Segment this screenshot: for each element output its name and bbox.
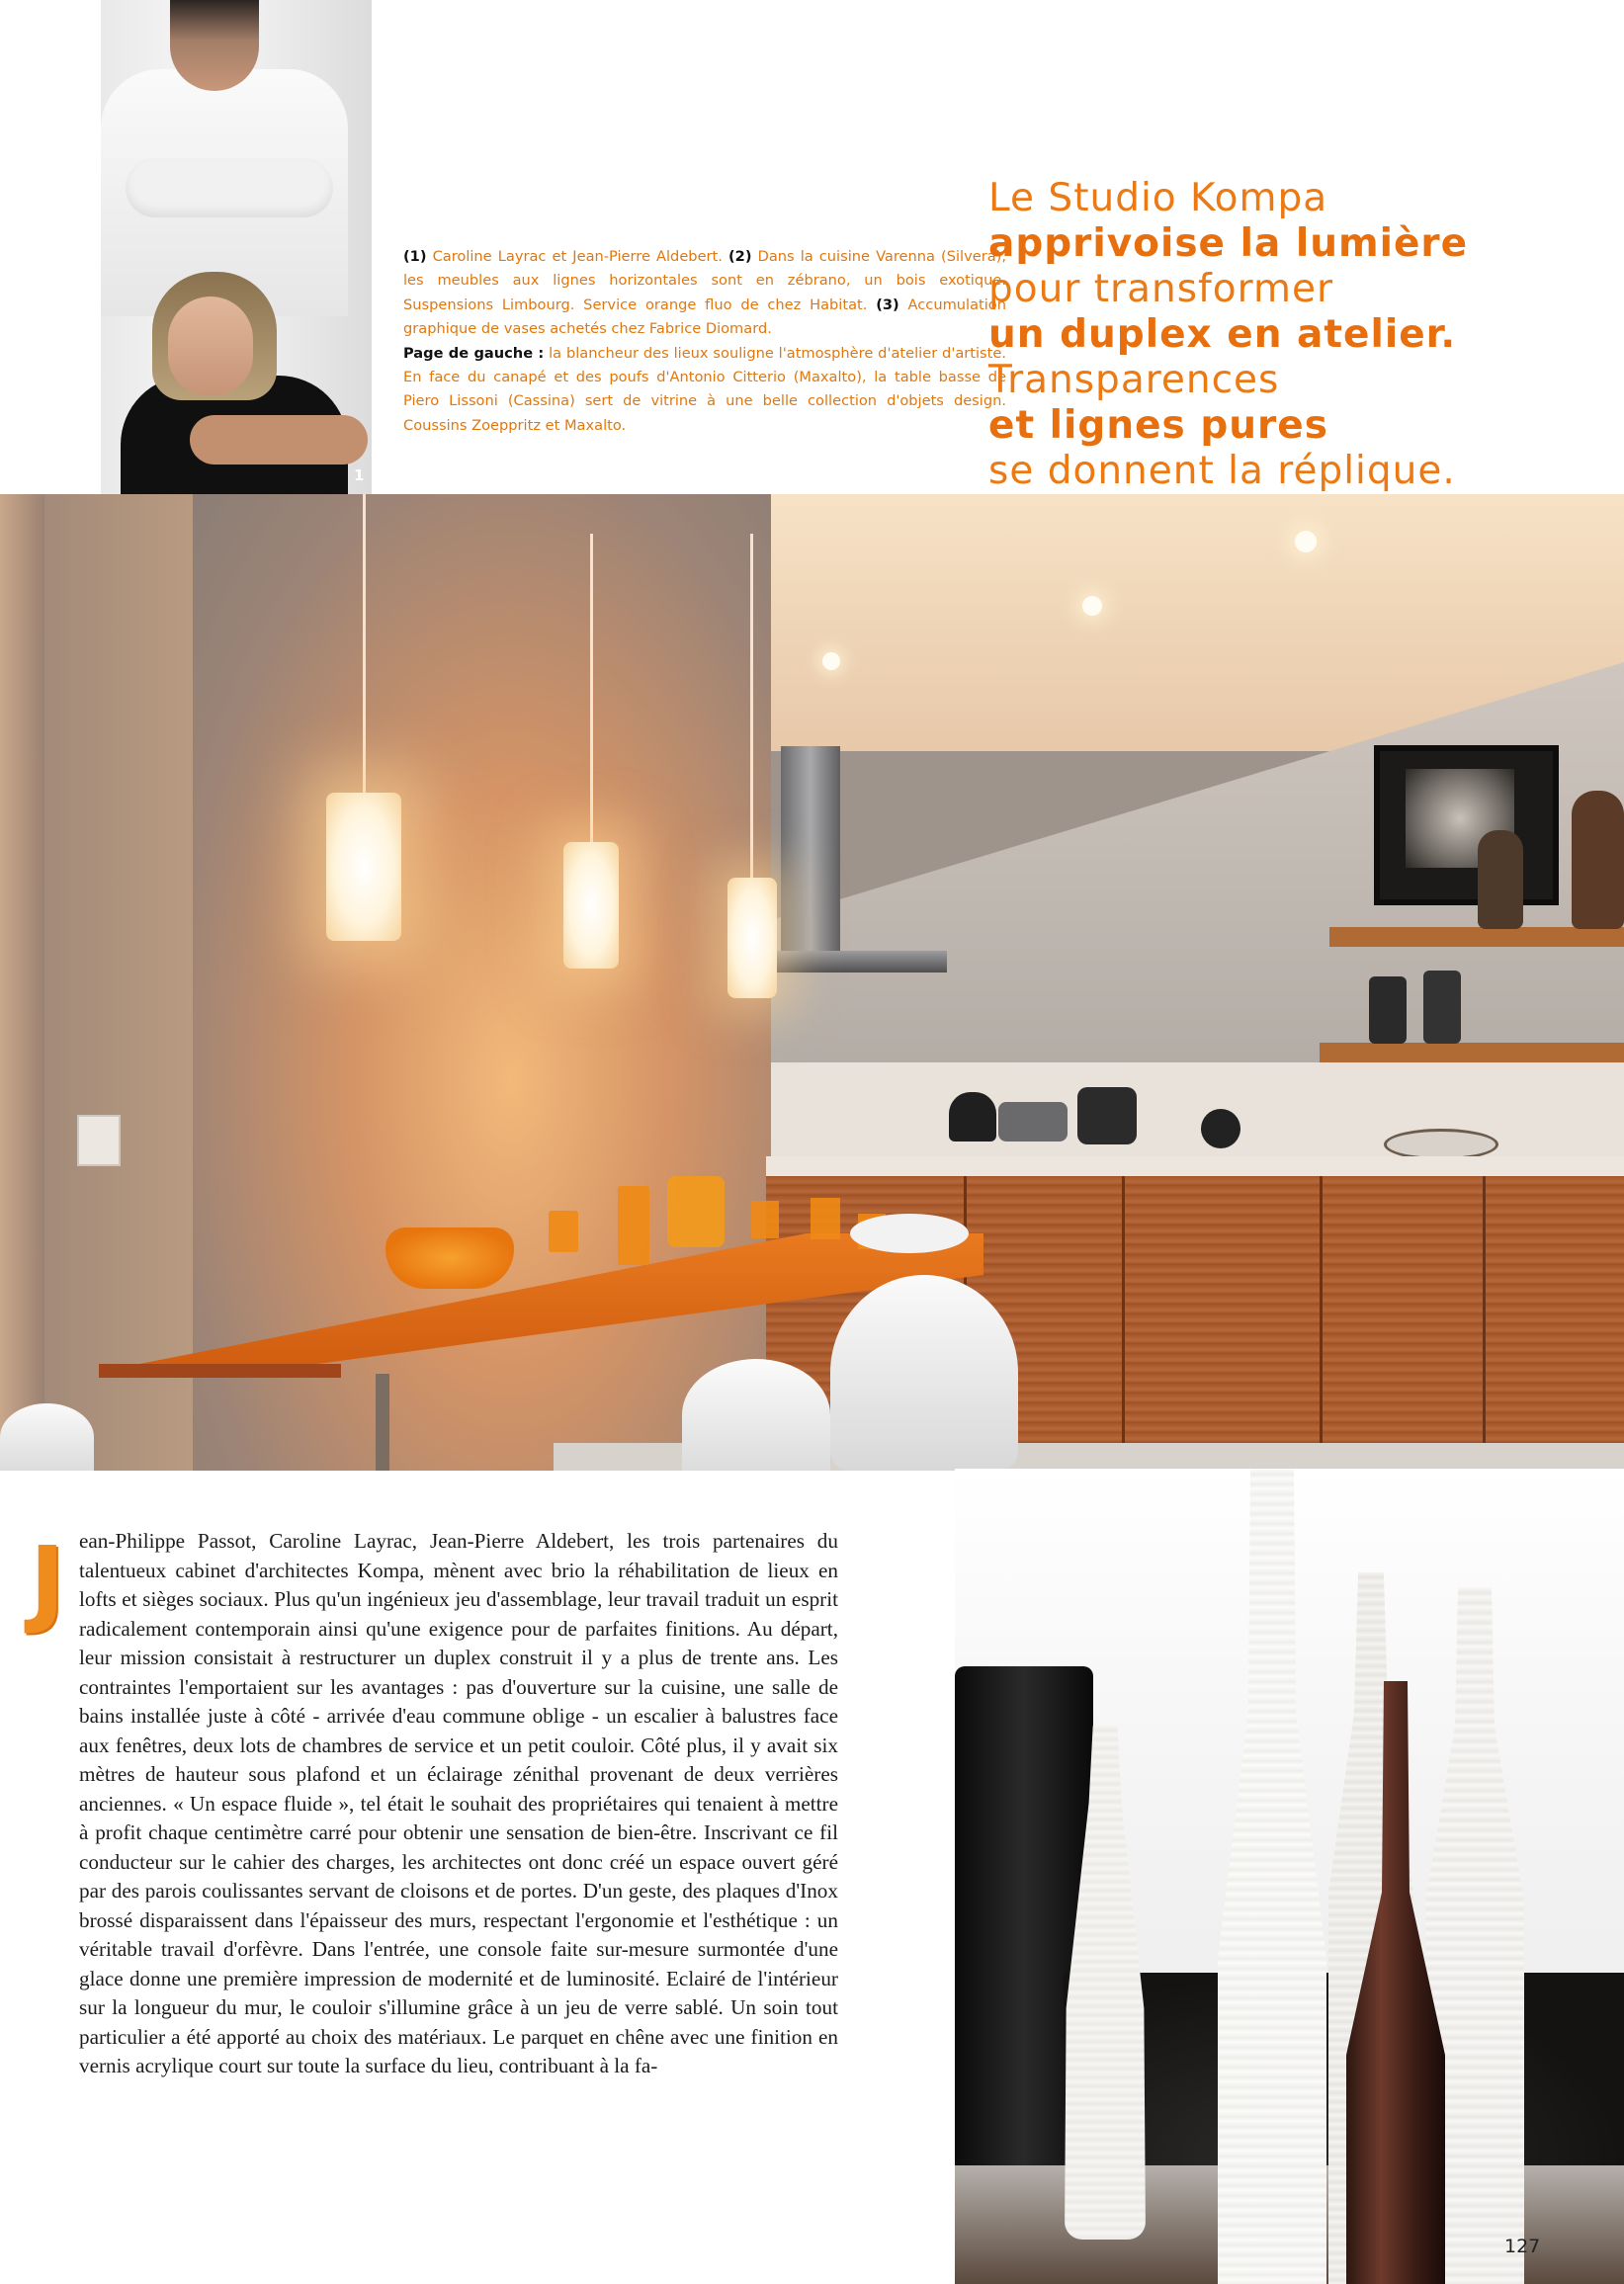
headline-line-5: Transparences (988, 358, 1280, 402)
man-crossed-arms (126, 158, 333, 217)
ceiling-spot-1 (1295, 531, 1317, 552)
coffee-machine (1077, 1087, 1137, 1144)
white-chair-3 (850, 1214, 969, 1253)
white-chair-4 (0, 1403, 94, 1471)
table-edge (99, 1364, 341, 1378)
ceiling-spot-2 (1082, 596, 1102, 616)
pendant-light-3 (727, 878, 777, 998)
kettle (949, 1092, 996, 1142)
cabinet-seam-2 (1122, 1176, 1125, 1471)
headline-line-7: se donnent la réplique. (988, 449, 1456, 493)
woman-face (168, 296, 253, 395)
pendant-cord-2 (590, 534, 593, 842)
white-chair-1 (682, 1359, 830, 1471)
headline-line-4: un duplex en atelier. (988, 312, 1457, 357)
caption-text-2: Dans la cuisine Varenna (Silvera), les meubles aux lignes horizontales sont en zébrano, un bois exotique. Suspensions Limbourg. Service orange fluo de chez Habitat. (403, 248, 1007, 313)
orange-glass-4 (811, 1198, 840, 1239)
orange-pitcher (667, 1176, 725, 1247)
caption-left-page-text: la blancheur des lieux souligne l'atmosphère d'atelier d'artiste. En face du canapé et des poufs d'Antonio Citterio (Maxalto), la table basse de Piero Lissoni (Cassina) sert de vitrine à une belle collection d'objets design. Coussins Zoeppritz et Maxalto. (403, 344, 1006, 434)
drop-cap: J (30, 1526, 65, 1637)
shelf-vase-3 (1478, 830, 1523, 929)
hood-canopy (769, 951, 947, 973)
pendant-light-2 (563, 842, 619, 969)
headline-line-2: apprivoise la lumière (988, 221, 1469, 266)
upper-shelf (1329, 927, 1624, 947)
cabinet-seam-4 (1483, 1176, 1486, 1471)
countertop (766, 1156, 1624, 1176)
page-number: 127 (1504, 2236, 1541, 2257)
cabinet-seam-3 (1320, 1176, 1323, 1471)
toaster (998, 1102, 1068, 1142)
lower-shelf (1320, 1043, 1624, 1062)
white-vase-tall (1218, 1469, 1326, 2284)
caption-text-1: Caroline Layrac et Jean-Pierre Aldebert. (426, 248, 728, 265)
caption-left-page-label: Page de gauche : (403, 344, 545, 362)
vases-photo (955, 1469, 1624, 2284)
pendant-light-1 (326, 793, 401, 941)
orange-glass-1 (549, 1211, 578, 1252)
headline (988, 176, 1611, 494)
shelf-vase-1 (1369, 976, 1407, 1044)
photo-number-1: 1 (354, 466, 365, 484)
bowl (1201, 1109, 1240, 1148)
light-switch (77, 1115, 121, 1166)
caption-number-1: (1) (403, 248, 427, 265)
headline-line-6: et lignes pures (988, 403, 1328, 448)
portrait-photo (101, 0, 372, 494)
man-head (170, 0, 259, 91)
white-chair-2 (830, 1275, 1018, 1471)
table-leg (376, 1374, 389, 1471)
caption-number-3: (3) (876, 296, 899, 313)
side-wall (44, 494, 193, 1471)
orange-fruit-bowl (385, 1227, 514, 1289)
pendant-cord-1 (363, 494, 366, 796)
photo-caption (403, 245, 1006, 438)
article-body (79, 1527, 838, 2081)
shelf-vase-2 (1423, 971, 1461, 1044)
headline-line-1: Le Studio Kompa (988, 176, 1328, 220)
ceiling-spot-3 (822, 652, 840, 670)
caption-number-2: (2) (728, 248, 752, 265)
hood-chimney (781, 746, 840, 954)
woman-arm (190, 415, 368, 465)
article-paragraph: ean-Philippe Passot, Caroline Layrac, Jean-Pierre Aldebert, les trois partenaires du talentueux cabinet d'architectes Kompa, mènent avec brio la réhabilitation de lieux en lofts et sièges sociaux. Plus qu'un ingénieux jeu d'assemblage, leur travail traduit un esprit radicalement contemporain ainsi qu'une exigence pour de parfaites finitions. Au départ, leur mission consistait à restructurer un duplex construit il y a plus de trente ans. Les contraintes l'emportaient sur les avantages : pas d'ouverture sur la cuisine, une salle de bains installée juste à côté - arrivée d'eau commune oblige - un escalier à balustres face aux fenêtres, deux lots de chambres de service et un petit couloir. Côté plus, il y avait six mètres de hauteur sous plafond et un éclairage zénithal provenant de deux verrières anciennes. « Un espace fluide », tel était le souhait des propriétaires qui tenaient à mettre à profit chaque centimètre carré pour obtenir une sensation de bien-être. Inscrivant ce fil conducteur sur le cahier des charges, les architectes ont donc créé un espace ouvert géré par des parois coulissantes servant de cloisons et de portes. D'un geste, des plaques d'Inox brossé disparaissent dans l'épaisseur des murs, respectant l'ergonomie et l'esthétique : un véritable travail d'orfèvre. Dans l'entrée, une console faite sur-mesure surmontée d'une glace donne une première impression de modernité et de luminosité. Eclairé de l'intérieur sur la longueur du mur, le couloir s'illumine grâce à un jeu de verre sablé. Un soin tout particulier a été apporté au choix des matériaux. Le parquet en chêne avec une finition en vernis acrylique court sur toute la surface du lieu, contribuant à la fa- (79, 1529, 838, 2077)
shelf-vase-4 (1572, 791, 1624, 929)
pendant-cord-3 (750, 534, 753, 880)
left-door-frame (0, 494, 44, 1471)
orange-glass-2 (618, 1186, 649, 1265)
headline-line-3: pour transformer (988, 267, 1333, 311)
caption-text-3: Accumulation graphique de vases achetés chez Fabrice Diomard. (403, 296, 1006, 338)
orange-glass-3 (751, 1201, 779, 1238)
kitchen-photo (0, 494, 1624, 1471)
